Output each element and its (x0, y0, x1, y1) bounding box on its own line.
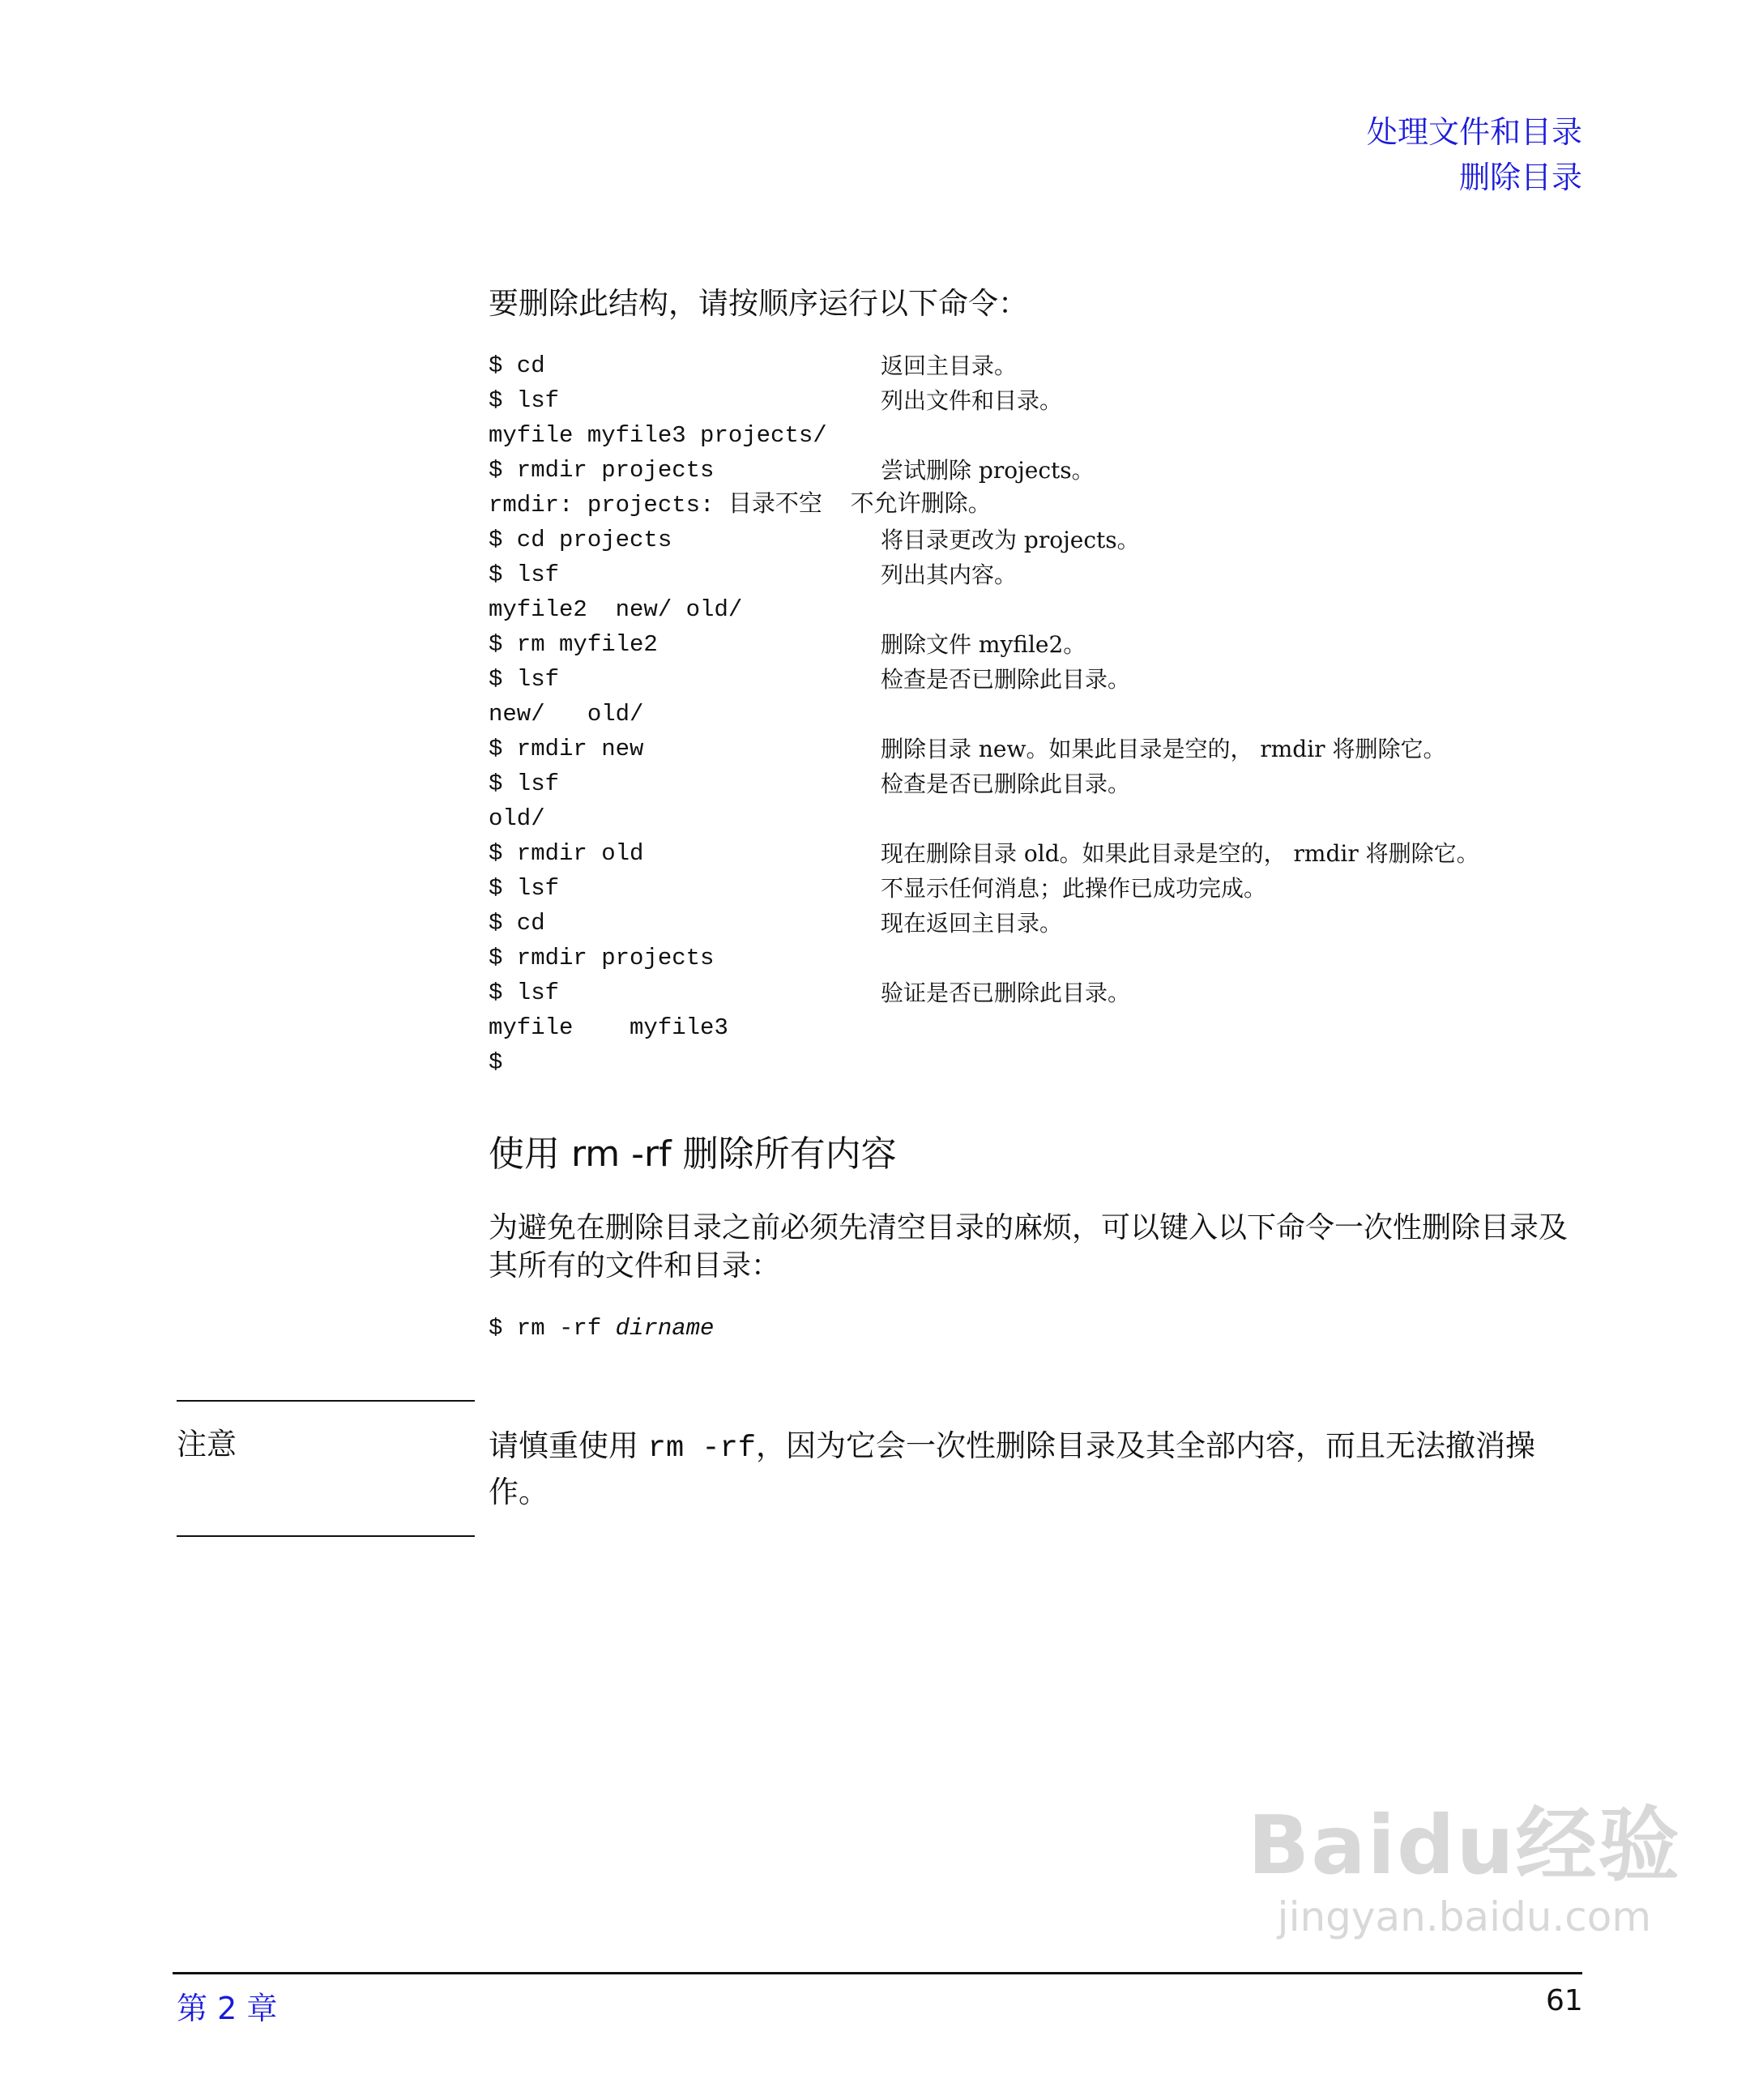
code-row (489, 906, 1063, 941)
code-command: $ lsf (489, 980, 560, 1006)
code-comment: 删除目录 new。如果此目录是空的， rmdir 将删除它。 (881, 736, 1446, 762)
note-label: 注意 (177, 1427, 237, 1462)
code-comment: 尝试删除 projects。 (881, 457, 1095, 484)
code-comment: 检查是否已删除此目录。 (881, 666, 1131, 693)
code-command: old/ (489, 805, 545, 832)
code-comment: 检查是否已删除此目录。 (881, 770, 1131, 797)
note-text-part: 请慎重使用 (489, 1428, 648, 1463)
watermark-logo-text: Baidu经验 (1248, 1798, 1681, 1893)
code-comment: 现在返回主目录。 (881, 910, 1063, 937)
code-listing (489, 348, 1479, 1080)
running-header-chapter: 处理文件和目录 (1366, 114, 1582, 150)
code-command: myfile2 new/ old/ (489, 596, 743, 623)
code-command: new/ old/ (489, 701, 644, 728)
note-text (489, 1424, 1584, 1514)
note-bottom-rule (177, 1535, 475, 1537)
section-heading: 使用 rm -rf 删除所有内容 (489, 1133, 897, 1175)
code-comment: 不显示任何消息；此操作已成功完成。 (881, 875, 1267, 902)
code-command: $ cd (489, 910, 545, 937)
code-command: $ lsf (489, 666, 560, 693)
running-header-section: 删除目录 (1458, 160, 1582, 195)
page-number: 61 (1546, 1984, 1583, 2017)
note-text-part: ，因为它会一次性删除目录及其全部内容，而且无法撤消操作。 (489, 1428, 1535, 1509)
code-command: rmdir: projects: 目录不空 不允许删除。 (489, 492, 992, 519)
baidu-watermark (1248, 1799, 1681, 1941)
code-row (489, 1045, 992, 1080)
footer-chapter: 第 2 章 (177, 1991, 278, 2026)
note-top-rule (177, 1400, 475, 1402)
command-argument: dirname (615, 1315, 715, 1342)
watermark-url: jingyan.baidu.com (1277, 1893, 1652, 1940)
code-row (489, 1010, 992, 1045)
code-command: myfile myfile3 (489, 1014, 728, 1041)
code-row (489, 418, 992, 453)
code-comment: 列出文件和目录。 (881, 387, 1063, 414)
code-command: $ lsf (489, 875, 560, 902)
code-row (489, 732, 1446, 766)
note-code: rm -rf (647, 1432, 756, 1466)
code-row (489, 592, 992, 627)
code-row (489, 523, 1140, 557)
intro-text: 要删除此结构，请按顺序运行以下命令： (489, 286, 1028, 321)
code-command: $ lsf (489, 387, 560, 414)
code-command: $ cd projects (489, 527, 672, 553)
code-command: $ lsf (489, 561, 560, 588)
command-example (489, 1312, 714, 1345)
code-comment: 验证是否已删除此目录。 (881, 980, 1131, 1006)
code-row (489, 975, 1131, 1010)
command-text: $ rm -rf (489, 1315, 616, 1342)
code-command: $ rmdir new (489, 736, 644, 762)
footer-rule (173, 1972, 1582, 1974)
code-row (489, 871, 1267, 906)
code-row (489, 453, 1095, 488)
code-comment: 返回主目录。 (881, 352, 1018, 379)
code-row (489, 836, 1479, 871)
code-row (489, 627, 1086, 662)
section-paragraph: 为避免在删除目录之前必须先清空目录的麻烦，可以键入以下命令一次性删除目录及其所有的文件和目录： (489, 1211, 1569, 1283)
code-command: myfile myfile3 projects/ (489, 422, 827, 449)
code-row (489, 383, 1063, 418)
code-command: $ rmdir old (489, 840, 644, 867)
code-row (489, 488, 992, 523)
code-row (489, 766, 1131, 801)
code-row (489, 662, 1131, 697)
code-comment: 删除文件 myfile2。 (881, 631, 1086, 658)
code-row (489, 801, 992, 836)
code-row (489, 348, 1018, 383)
code-comment: 将目录更改为 projects。 (881, 527, 1140, 553)
code-command: $ rmdir projects (489, 457, 715, 484)
code-row (489, 697, 992, 732)
code-command: $ lsf (489, 770, 560, 797)
code-comment: 现在删除目录 old。如果此目录是空的， rmdir 将删除它。 (881, 840, 1479, 867)
code-command: $ cd (489, 352, 545, 379)
code-command: $ rm myfile2 (489, 631, 658, 658)
code-row (489, 941, 992, 975)
code-comment: 列出其内容。 (881, 561, 1018, 588)
code-row (489, 557, 1018, 592)
code-command: $ rmdir projects (489, 945, 715, 971)
code-command: $ (489, 1049, 503, 1076)
